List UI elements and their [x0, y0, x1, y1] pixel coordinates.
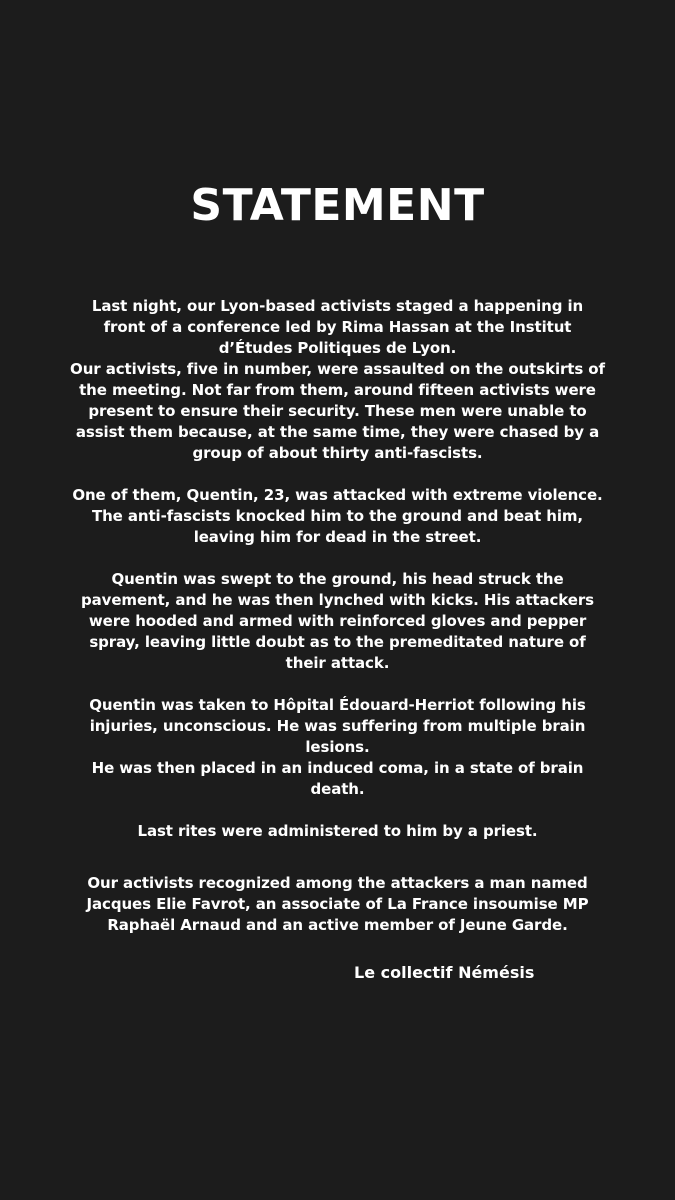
paragraph-1b: Our activists, five in number, were assaulted on the outskirts of the meeting. Not far from them, around fifteen activists were present to ensure their security. These men were unable to assist them because, at the same time, they were chased by a group of about thirty anti-fascists. [70, 360, 605, 462]
paragraph-6: Our activists recognized among the attackers a man named Jacques Elie Favrot, an associate of La France insoumise MP Raphaël Arnaud and an active member of Jeune Garde. [86, 874, 589, 934]
paragraph-gap [70, 548, 605, 569]
paragraph-3: Quentin was swept to the ground, his head struck the pavement, and he was then lynched with kicks. His attackers were hooded and armed with reinforced gloves and pepper spray, leaving little doubt as to the premeditated nature of their attack. [81, 570, 594, 672]
paragraph-2: One of them, Quentin, 23, was attacked with extreme violence. The anti-fascists knocked him to the ground and beat him, leaving him for dead in the street. [72, 486, 603, 546]
paragraph-5: Last rites were administered to him by a priest. [137, 822, 538, 840]
paragraph-1a: Last night, our Lyon-based activists staged a happening in front of a conference led by Rima Hassan at the Institut d’Études Politiques de Lyon. [91, 297, 584, 357]
paragraph-gap-large [70, 842, 605, 873]
paragraph-gap [70, 674, 605, 695]
paragraph-gap [70, 800, 605, 821]
statement-body [70, 296, 605, 936]
statement-title: STATEMENT [190, 180, 485, 231]
paragraph-4a: Quentin was taken to Hôpital Édouard-Herriot following his injuries, unconscious. He was suffering from multiple brain lesions. [89, 696, 586, 756]
paragraph-gap [70, 464, 605, 485]
paragraph-4b: He was then placed in an induced coma, in a state of brain death. [91, 759, 584, 798]
signature: Le collectif Némésis [354, 963, 535, 982]
